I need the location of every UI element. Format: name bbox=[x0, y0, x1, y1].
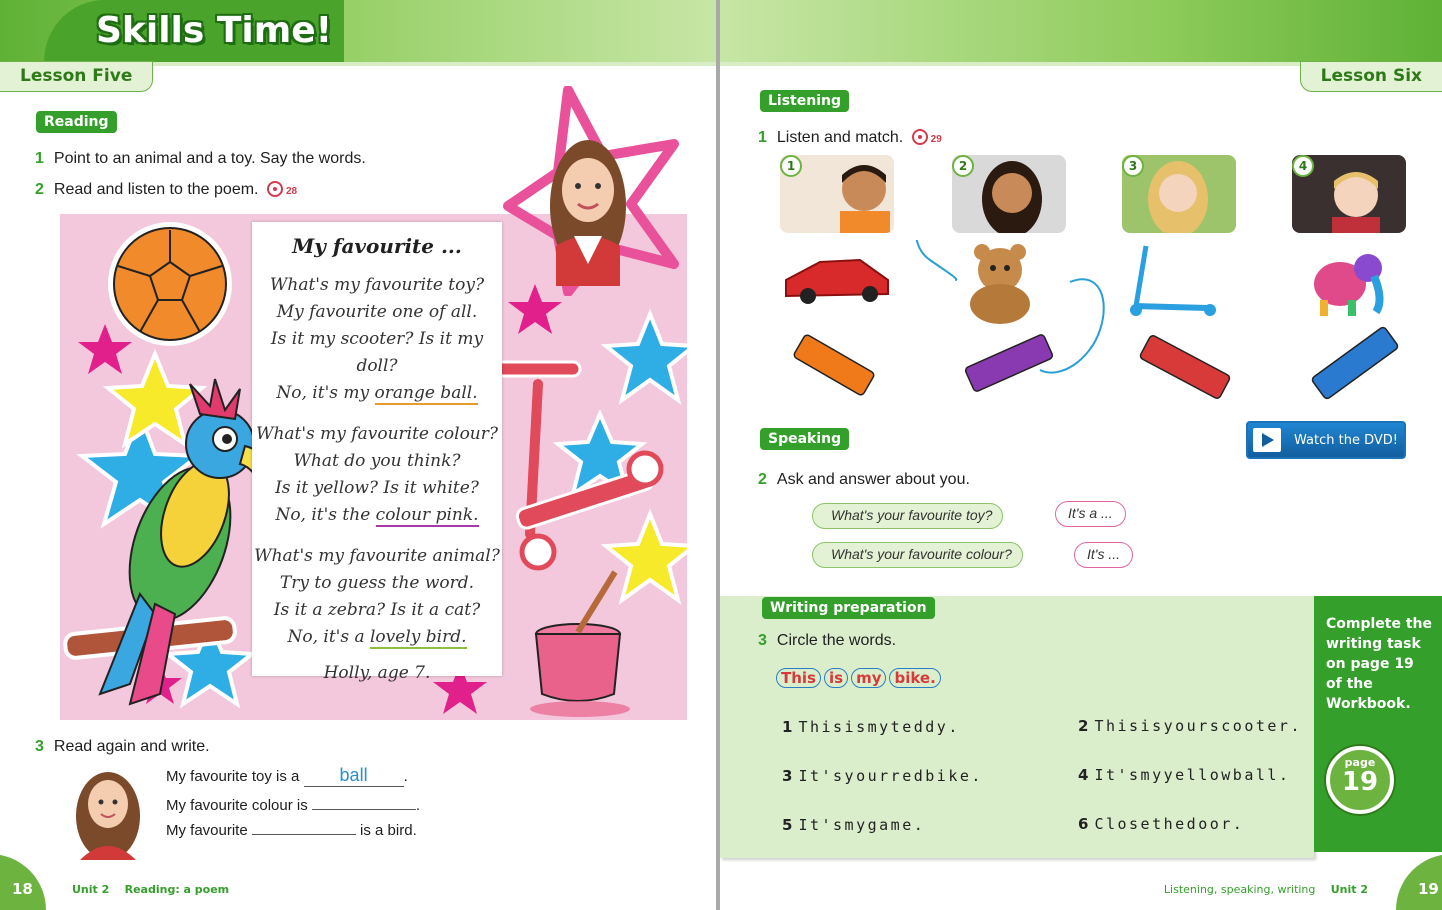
red-marker-icon bbox=[1139, 334, 1231, 399]
footer-topic: Reading: a poem bbox=[124, 883, 230, 896]
exercise-number: 1 bbox=[758, 129, 767, 146]
write-line-2 bbox=[166, 792, 420, 814]
puzzle-elephant-icon bbox=[1314, 254, 1382, 316]
exercise-2 bbox=[35, 181, 297, 199]
sentence-text: Thisismyteddy. bbox=[798, 718, 960, 736]
listen-match-items bbox=[780, 240, 1420, 410]
poem-stanza-1 bbox=[252, 272, 502, 407]
poem-highlight: lovely bird. bbox=[370, 627, 467, 647]
page-number: 19 bbox=[1396, 854, 1442, 910]
exercise-text: Read again and write. bbox=[53, 738, 210, 755]
poem-stanza-3 bbox=[252, 543, 502, 651]
speech-bubble-answer: It's ... bbox=[1074, 542, 1133, 568]
writing-preparation-label: Writing preparation bbox=[762, 597, 935, 619]
poem-stanza-2 bbox=[252, 421, 502, 529]
sentence-number: 5 bbox=[782, 816, 793, 834]
exercise-number: 2 bbox=[758, 471, 767, 488]
circled-word: bike. bbox=[889, 668, 940, 688]
workbook-page-badge bbox=[1326, 746, 1394, 814]
exercise-number: 3 bbox=[35, 738, 44, 755]
workbook-note: Complete the writing task on page 19 of the Workbook. bbox=[1326, 616, 1433, 712]
poem-line-start: No, it's the bbox=[275, 505, 376, 525]
audio-track-number: 29 bbox=[930, 134, 942, 145]
workbook-note-panel bbox=[1314, 596, 1442, 852]
answer-blank[interactable]: ball bbox=[304, 765, 404, 787]
poem-line bbox=[252, 624, 502, 651]
footer-unit: Unit 2 bbox=[72, 883, 110, 896]
header-band bbox=[720, 0, 1442, 62]
footer bbox=[1164, 883, 1368, 896]
poem-highlight: colour pink. bbox=[375, 505, 479, 525]
audio-cd-icon[interactable] bbox=[267, 181, 283, 197]
paint-pot-icon bbox=[530, 572, 630, 717]
workbook-badge-label: page bbox=[1344, 756, 1376, 769]
poem-line: What do you think? bbox=[293, 451, 461, 471]
watch-dvd-button[interactable] bbox=[1246, 421, 1406, 459]
poem-highlight: orange ball. bbox=[374, 383, 478, 403]
photo-2 bbox=[952, 155, 1066, 233]
girl-portrait-icon bbox=[550, 140, 626, 286]
lesson-label: Lesson Six bbox=[1300, 61, 1442, 92]
workbook-badge-number: 19 bbox=[1341, 767, 1379, 797]
photo-4 bbox=[1292, 155, 1406, 233]
answer-blank[interactable] bbox=[252, 817, 356, 835]
photo-number-badge: 2 bbox=[952, 155, 974, 177]
speech-bubble-question: What's your favourite toy? bbox=[812, 503, 1003, 529]
poem-line: What's my favourite animal? bbox=[254, 546, 500, 566]
poem-line: What's my favourite colour? bbox=[255, 424, 498, 444]
sentence-end: . bbox=[403, 768, 408, 785]
lesson-label: Lesson Five bbox=[0, 61, 153, 92]
pink-star-icon bbox=[78, 324, 132, 374]
sentence-start: My favourite colour is bbox=[166, 797, 308, 814]
purple-marker-icon bbox=[964, 334, 1053, 393]
poem-line-start: No, it's my bbox=[276, 383, 375, 403]
word-chain-sentence[interactable] bbox=[782, 718, 960, 736]
exercise-number: 2 bbox=[35, 181, 44, 198]
photo-number-badge: 1 bbox=[780, 155, 802, 177]
poem-line-start: No, it's a bbox=[287, 627, 370, 647]
poem-line: Is it yellow? Is it white? bbox=[275, 478, 479, 498]
exercise-text: Circle the words. bbox=[776, 632, 897, 649]
audio-cd-icon[interactable] bbox=[912, 129, 928, 145]
exercise-1 bbox=[758, 129, 942, 147]
answer-blank[interactable] bbox=[312, 792, 416, 810]
sentence-number: 3 bbox=[782, 767, 793, 785]
sentence-start: My favourite toy is a bbox=[166, 768, 300, 785]
exercise-3 bbox=[35, 738, 210, 756]
exercise-1 bbox=[35, 150, 366, 168]
play-icon bbox=[1252, 427, 1282, 453]
photo-3 bbox=[1122, 155, 1236, 233]
listening-label: Listening bbox=[760, 90, 849, 112]
sentence-number: 6 bbox=[1078, 815, 1089, 833]
red-car-icon bbox=[786, 260, 888, 304]
left-page bbox=[0, 0, 716, 910]
watch-dvd-label: Watch the DVD! bbox=[1294, 433, 1398, 448]
girl-avatar-icon bbox=[66, 766, 150, 860]
word-chain-sentence[interactable] bbox=[782, 816, 925, 834]
exercise-text: Listen and match. bbox=[776, 129, 904, 146]
poem-line: What's my favourite toy? bbox=[269, 275, 485, 295]
exercise-number: 1 bbox=[35, 150, 44, 167]
sentence-text: It'syourredbike. bbox=[798, 767, 983, 785]
footer bbox=[72, 883, 229, 896]
blue-star-icon bbox=[606, 314, 687, 400]
sentence-end: . bbox=[415, 797, 421, 814]
poem-author: Holly, age 7. bbox=[323, 663, 431, 683]
page-number: 18 bbox=[0, 854, 46, 910]
circled-word: my bbox=[851, 668, 886, 688]
sentence-end: is a bird. bbox=[360, 822, 417, 839]
word-chain-sentence[interactable] bbox=[1078, 766, 1290, 784]
poem-card bbox=[252, 222, 502, 683]
photo-1 bbox=[780, 155, 894, 233]
reading-label: Reading bbox=[36, 111, 117, 133]
speech-bubble-question: What's your favourite colour? bbox=[812, 542, 1023, 568]
exercise-text: Point to an animal and a toy. Say the words. bbox=[53, 150, 366, 167]
sentence-text: It'smyyellowball. bbox=[1094, 766, 1291, 784]
sentence-text: Closethedoor. bbox=[1094, 815, 1245, 833]
photo-number-badge: 4 bbox=[1292, 155, 1314, 177]
sentence-text: It'smygame. bbox=[798, 816, 926, 834]
footer-topic: Listening, speaking, writing bbox=[1163, 883, 1316, 896]
right-page bbox=[720, 0, 1442, 910]
audio-track-number: 28 bbox=[285, 186, 298, 197]
word-chain-sentence[interactable] bbox=[1078, 717, 1302, 735]
poem-title: My favourite ... bbox=[292, 234, 462, 258]
exercise-2 bbox=[758, 471, 970, 489]
circled-example bbox=[776, 668, 944, 688]
exercise-text: Ask and answer about you. bbox=[776, 471, 970, 488]
sentence-number: 1 bbox=[782, 718, 793, 736]
exercise-number: 3 bbox=[758, 632, 767, 649]
blue-marker-icon bbox=[1311, 326, 1399, 400]
yellow-star-icon bbox=[606, 514, 687, 600]
teddy-bear-icon bbox=[970, 244, 1030, 324]
orange-marker-icon bbox=[793, 334, 875, 397]
exercise-3 bbox=[758, 632, 896, 650]
write-line-3 bbox=[166, 817, 417, 839]
circled-word: is bbox=[824, 668, 848, 688]
sentence-text: Thisisyourscooter. bbox=[1094, 717, 1302, 735]
sentence-number: 4 bbox=[1078, 766, 1089, 784]
photo-number-badge: 3 bbox=[1122, 155, 1144, 177]
poem-line bbox=[252, 502, 502, 529]
poem-line: Is it my scooter? Is it my doll? bbox=[270, 329, 484, 376]
blue-scooter-icon bbox=[1130, 246, 1216, 316]
orange-ball-icon bbox=[108, 222, 232, 346]
circled-word: This bbox=[776, 668, 821, 688]
speech-bubble-answer: It's a ... bbox=[1055, 501, 1126, 527]
page-title: Skills Time! bbox=[96, 10, 333, 51]
poem-line: My favourite one of all. bbox=[276, 302, 478, 322]
write-line-1 bbox=[166, 765, 408, 787]
poem-line: Try to guess the word. bbox=[279, 573, 475, 593]
speaking-label: Speaking bbox=[760, 428, 849, 450]
word-chain-sentence[interactable] bbox=[782, 767, 983, 785]
sentence-number: 2 bbox=[1078, 717, 1089, 735]
footer-unit: Unit 2 bbox=[1330, 883, 1368, 896]
poem-line bbox=[252, 380, 502, 407]
poem-line: Is it a zebra? Is it a cat? bbox=[273, 600, 481, 620]
word-chain-sentence[interactable] bbox=[1078, 815, 1244, 833]
exercise-text: Read and listen to the poem. bbox=[53, 181, 259, 198]
sentence-start: My favourite bbox=[166, 822, 248, 839]
girl-star-frame bbox=[478, 86, 702, 296]
